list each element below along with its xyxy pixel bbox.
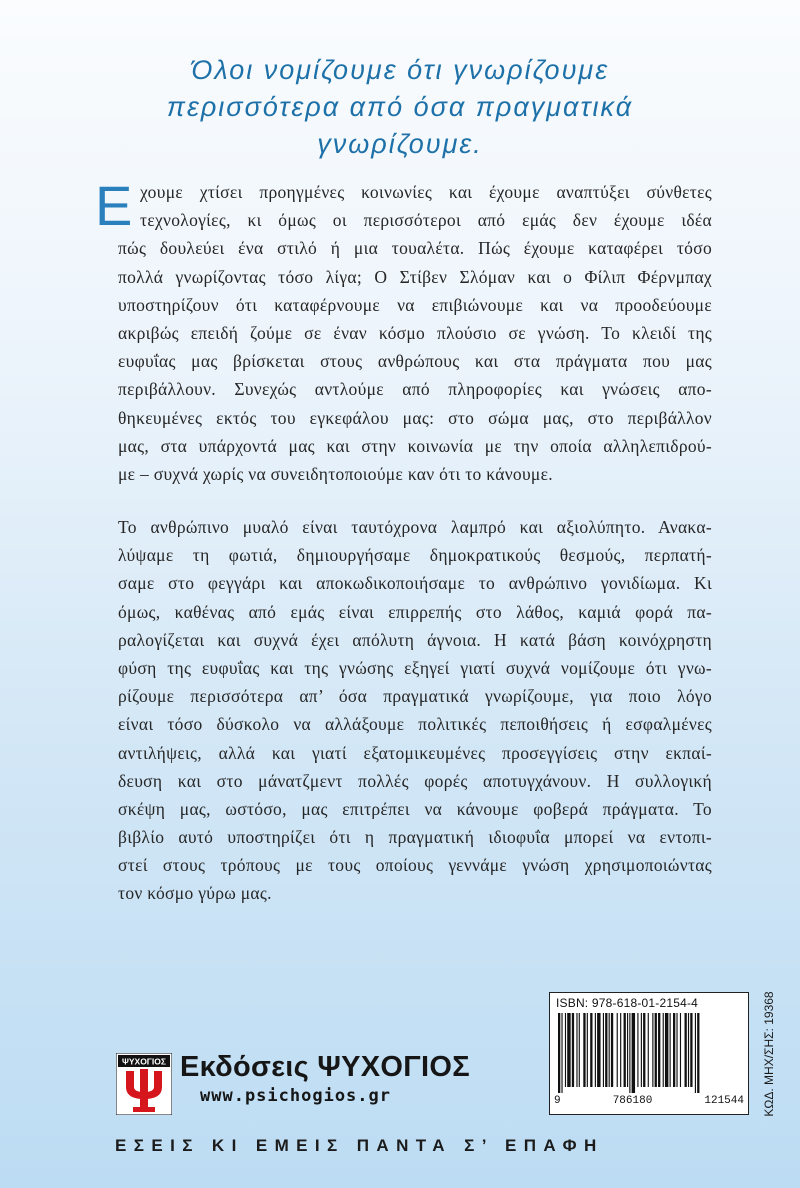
barcode-bar <box>590 1013 592 1087</box>
text-line: όμως, καθένας από εμάς είναι επιρρεπής στο λάθος, καμιά φορά πα- <box>118 601 712 622</box>
barcode-bar <box>670 1013 671 1087</box>
psi-stem <box>140 1069 148 1111</box>
text-line: περιβάλλουν. Συνεχώς αντλούμε από πληροφορίες και γνώσεις απο- <box>118 379 712 400</box>
barcode-bar <box>620 1013 621 1087</box>
text-line: ραλογίζεται και συχνά έχει απόλυτη άγνοια. Η κατά βάση κοινόχρηστη <box>118 629 712 650</box>
psi-base <box>133 1107 155 1112</box>
text-line: υποστηρίζουν ότι καταφέρνουμε να επιβιώνουμε και να προοδεύουμε <box>118 294 712 315</box>
barcode-bar <box>561 1013 562 1093</box>
barcode-bar <box>663 1013 664 1087</box>
barcode-bar <box>680 1013 681 1087</box>
barcode-bar <box>624 1013 626 1087</box>
barcode-bar <box>597 1013 600 1087</box>
barcode-bar <box>576 1013 577 1087</box>
text-line: τον κόσμο γύρω μας. <box>118 883 272 904</box>
text-line: στεί στους τρόπους με τους οποίους γεννάμε γνώση χρησιμοποιώντας <box>118 855 712 876</box>
barcode-bar <box>655 1013 657 1087</box>
barcode-bar <box>648 1013 649 1087</box>
text-line: βιβλίο αυτό υποστηρίζει ότι η πραγματική ιδιοφυΐα μπορεί να εντοπι- <box>118 827 712 848</box>
barcode-bar <box>695 1013 696 1093</box>
text-line: θηκευμένες εκτός του εγκεφάλου μας: στο σώμα μας, στο περιβάλλον <box>118 407 712 428</box>
logo-text: ΨΥΧΟΓΙΟΣ <box>121 1056 167 1067</box>
barcode-bar <box>558 1013 560 1093</box>
barcode-bar <box>567 1013 570 1087</box>
barcode-bar <box>685 1013 687 1087</box>
barcode-bar <box>652 1013 653 1087</box>
barcode-bar <box>697 1013 699 1093</box>
headline-line: γνωρίζουμε. <box>317 129 483 159</box>
text-line: χουμε χτίσει προηγμένες κοινωνίες και έχουμε αναπτύξει σύνθετες <box>140 182 712 202</box>
barcode-bar <box>609 1013 610 1087</box>
text-line: τεχνολογίες, κι όμως οι περισσότεροι από εμάς δεν έχουμε ιδέα <box>140 210 712 231</box>
text-line: Το ανθρώπινο μυαλό είναι ταυτόχρονα λαμπρό και αξιολύπητο. Ανακα- <box>118 517 712 537</box>
barcode-bar <box>627 1013 628 1087</box>
text-line: σκέψη μας, ωστόσο, μας επιτρέπει να κάνουμε φοβερά πράγματα. Το <box>118 798 712 819</box>
text-line: μας, στα υπάρχοντά μας και στην κοινωνία με την οποία αλληλεπιδρού- <box>118 435 712 456</box>
barcode-bar <box>690 1013 692 1087</box>
text-line: δευση και στο μάνατζμεντ πολλές φορές αποτυγχάνουν. Η συλλογική <box>118 770 712 791</box>
barcode-bar <box>665 1013 668 1087</box>
text-line: φύση της ευφυΐας και της γνώσης εξηγεί γιατί συχνά νομίζουμε ότι γνω- <box>118 657 712 678</box>
barcode-bar <box>632 1013 635 1093</box>
text-line: πώς δουλεύει ένα στιλό ή μια τουαλέτα. Πώς έχουμε καταφέρει τόσο <box>118 238 712 259</box>
barcode-bar <box>603 1013 604 1087</box>
barcode-bar <box>605 1013 607 1087</box>
barcode-bar <box>565 1013 566 1087</box>
text-line: ευφυΐας μας βρίσκεται στους ανθρώπους και στα πράγματα που μας <box>118 351 712 372</box>
barcode-digits-right: 121544 <box>704 1095 744 1107</box>
barcode-bar <box>658 1013 660 1087</box>
barcode-bar <box>611 1013 613 1087</box>
barcode-bar <box>637 1013 638 1087</box>
publisher-website[interactable]: www.psichogios.gr <box>200 1086 391 1106</box>
text-line: λύψαμε τη φωτιά, δημιουργήσαμε δημοκρατικούς θεσμούς, περπατή- <box>118 545 712 566</box>
barcode-digit-first: 9 <box>554 1095 561 1107</box>
text-line: αντιλήψεις, αλλά και γιατί εξατομικευμένες προσεγγίσεις στην εκπαί- <box>118 742 712 763</box>
text-line: είναι τόσο δύσκολο να αλλάξουμε πολιτικές πεποιθήσεις ή εσφαλμένες <box>118 714 712 735</box>
text-line: πολλά γνωρίζοντας τόσο λίγα; Ο Στίβεν Σλόμαν και ο Φίλιπ Φέρνμπαχ <box>118 266 712 287</box>
barcode-bar <box>643 1013 645 1087</box>
text-line: με – συχνά χωρίς να συνειδητοποιούμε καν ότι το κάνουμε. <box>118 463 553 484</box>
product-code <box>760 992 778 1115</box>
barcode-digits <box>554 1095 744 1107</box>
text-line: ακριβώς επειδή ζούμε σε έναν κόσμο πλούσιο σε γνώση. Το κλειδί της <box>118 322 712 343</box>
barcode-digits-left: 786180 <box>612 1095 653 1107</box>
barcode-bar <box>595 1013 596 1087</box>
publisher-logo <box>116 1053 172 1115</box>
barcode <box>549 992 749 1115</box>
barcode-bar <box>688 1013 689 1087</box>
headline <box>40 52 760 163</box>
barcode-bar <box>617 1013 618 1087</box>
barcode-bar <box>583 1013 585 1087</box>
publisher-name: Εκδόσεις ΨΥΧΟΓΙΟΣ <box>180 1051 470 1083</box>
drop-cap: Ε <box>95 174 133 237</box>
barcode-bar <box>629 1013 630 1093</box>
headline-line: περισσότερα από όσα πραγματικά <box>166 92 634 122</box>
barcode-bar <box>572 1013 574 1087</box>
barcode-bar <box>676 1013 677 1087</box>
barcode-bar <box>673 1013 675 1087</box>
text-line: ρίζουμε περισσότερα απ’ όσα πραγματικά γνωρίζουμε, για ποιο λόγο <box>118 686 712 707</box>
text-line: σαμε στο φεγγάρι και αποκωδικοποιήσαμε το ανθρώπινο γονιδίωμα. Κι <box>118 573 712 594</box>
barcode-bar <box>587 1013 588 1087</box>
isbn-label: ISBN: 978-618-01-2154-4 <box>556 996 699 1010</box>
paragraph-2 <box>118 513 712 908</box>
barcode-bar <box>641 1013 642 1087</box>
barcode-bars <box>558 1013 742 1093</box>
headline-line: Όλοι νομίζουμε ότι γνωρίζουμε <box>190 55 610 85</box>
barcode-bar <box>579 1013 580 1087</box>
paragraph-1 <box>118 178 712 488</box>
slogan: ΕΣΕΙΣ ΚΙ ΕΜΕΙΣ ΠΑΝΤΑ Σ’ ΕΠΑΦΗ <box>115 1136 604 1155</box>
product-code-text: ΚΩΔ. ΜΗΧ/ΣΗΣ: 19368 <box>762 990 776 1117</box>
